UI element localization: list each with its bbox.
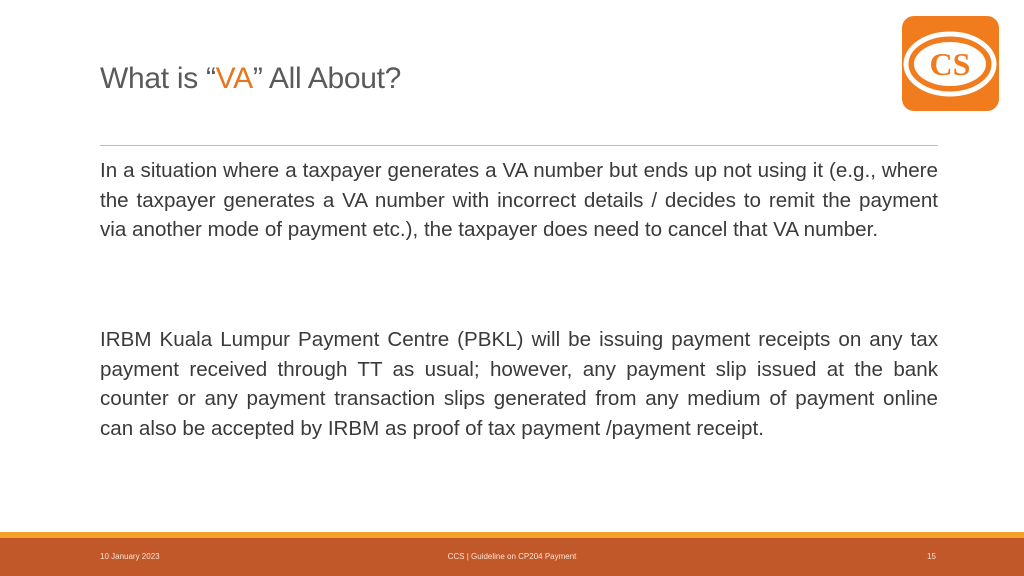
paragraph-cancel-va: In a situation where a taxpayer generates a VA number but ends up not using it (e.g., where the taxpayer generates a VA number with incorrect details / decides to remit the payment via another mode of payment etc.), the taxpayer does need to cancel that VA number. [100,159,938,241]
slide-title [100,62,401,96]
page-number: 15 [927,552,936,561]
title-highlight: VA [215,62,253,95]
title-divider [100,145,938,146]
ccs-logo-icon [902,16,999,111]
footer-title: CCS | Guideline on CP204 Payment [447,552,577,561]
title-suffix: ” All About? [252,62,402,95]
title-prefix: What is “ [100,62,216,95]
logo-text: CS [929,46,971,82]
paragraph-pbkl-receipts: IRBM Kuala Lumpur Payment Centre (PBKL) will be issuing payment receipts on any tax payment received through TT as usual; however, any payment slip issued at the bank counter or any payment transaction slips generated from any medium of payment online can also be accepted by IRBM as proof of tax payment /payment receipt. [100,328,938,440]
footer-bar [0,538,1024,576]
footer-date: 10 January 2023 [100,552,160,561]
logo-graphic [902,16,999,111]
